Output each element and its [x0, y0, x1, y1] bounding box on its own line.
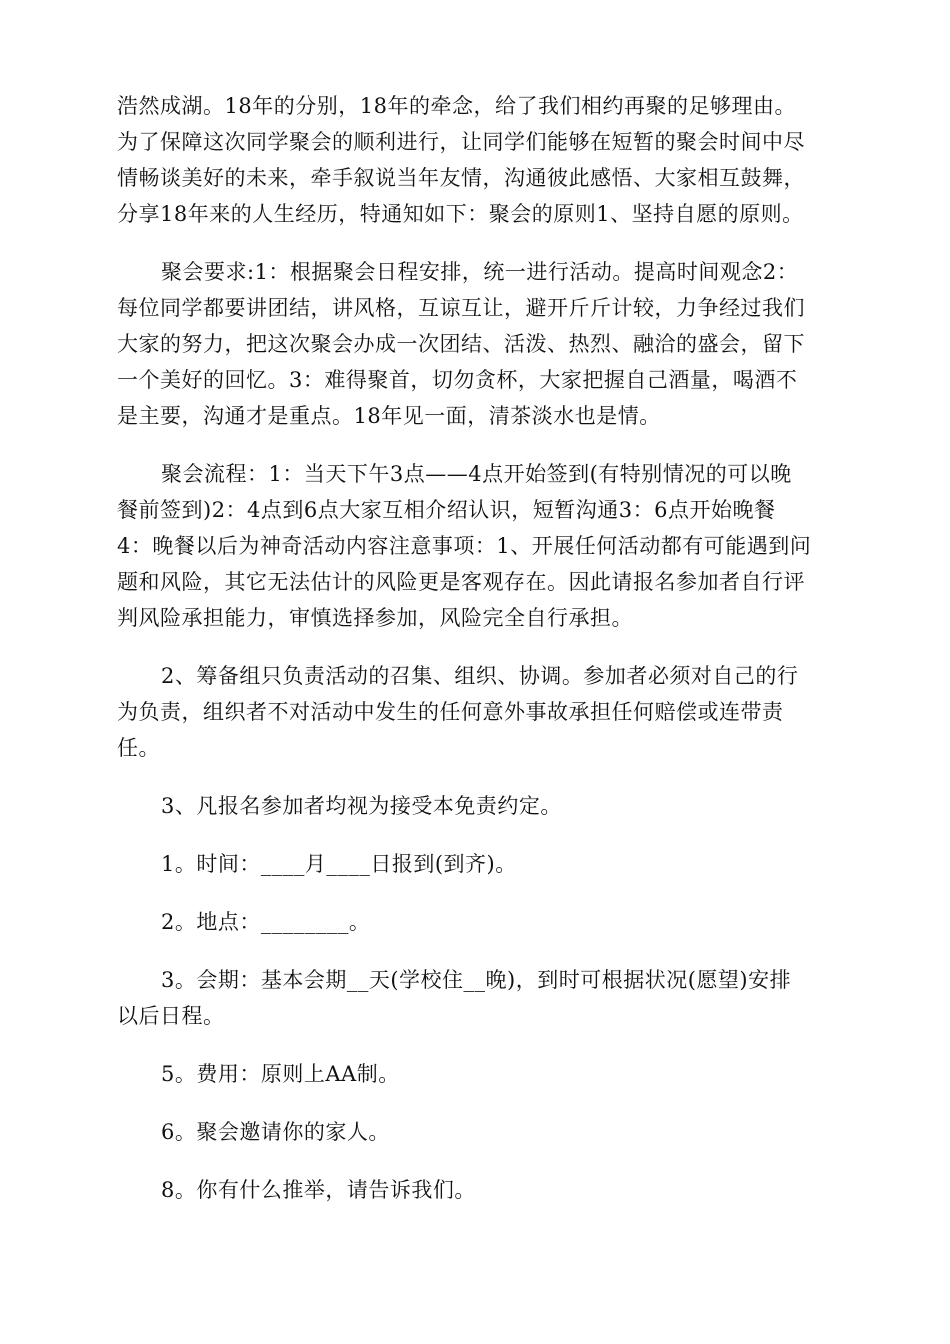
- paragraph-responsibility: [117, 658, 837, 766]
- text-line: 以后日程。: [117, 1004, 225, 1028]
- text-line: 每位同学都要讲团结，讲风格，互谅互让，避开斤斤计较，力争经过我们: [117, 296, 805, 320]
- text-line: 判风险承担能力，审慎选择参加，风险完全自行承担。: [117, 606, 633, 630]
- item-cost: [117, 1056, 837, 1092]
- text-line: 题和风险，其它无法估计的风险更是客观存在。因此请报名参加者自行评: [117, 570, 805, 594]
- item-location: [117, 904, 837, 940]
- text-line: 任。: [117, 736, 160, 760]
- text-line: 分享18年来的人生经历，特通知如下：聚会的原则1、坚持自愿的原则。: [117, 202, 804, 226]
- paragraph-intro: [117, 88, 837, 232]
- text-line: 聚会流程：1：当天下午3点——4点开始签到(有特别情况的可以晚: [161, 462, 792, 486]
- item-time: [117, 846, 837, 882]
- text-line: 大家的努力，把这次聚会办成一次团结、活泼、热烈、融洽的盛会，留下: [117, 332, 805, 356]
- text-line: 是主要，沟通才是重点。18年见一面，清茶淡水也是情。: [117, 404, 661, 428]
- document-body: [117, 88, 837, 1208]
- paragraph-disclaimer: [117, 788, 837, 824]
- text-line: 情畅谈美好的未来，牵手叙说当年友情，沟通彼此感悟、大家相互鼓舞，: [117, 166, 805, 190]
- text-line: 8。你有什么推举，请告诉我们。: [161, 1178, 476, 1202]
- text-line: 一个美好的回忆。3：难得聚首，切勿贪杯，大家把握自己酒量，喝酒不: [117, 368, 798, 392]
- text-line: 为了保障这次同学聚会的顺利进行，让同学们能够在短暂的聚会时间中尽: [117, 130, 805, 154]
- paragraph-requirements: [117, 254, 837, 434]
- text-line: 5。费用：原则上AA制。: [161, 1062, 400, 1086]
- text-line: 1。时间：____月____日报到(到齐)。: [161, 852, 517, 876]
- item-duration: [117, 962, 837, 1034]
- paragraph-schedule: [117, 456, 837, 636]
- text-line: 2。地点：________。: [161, 910, 371, 934]
- text-line: 3。会期：基本会期__天(学校住__晚)，到时可根据状况(愿望)安排: [161, 968, 792, 992]
- text-line: 餐前签到)2：4点到6点大家互相介绍认识，短暂沟通3：6点开始晚餐: [117, 498, 776, 522]
- text-line: 为负责，组织者不对活动中发生的任何意外事故承担任何赔偿或连带责: [117, 700, 784, 724]
- text-line: 6。聚会邀请你的家人。: [161, 1120, 390, 1144]
- text-line: 浩然成湖。18年的分别，18年的牵念，给了我们相约再聚的足够理由。: [117, 94, 796, 118]
- text-line: 3、凡报名参加者均视为接受本免责约定。: [161, 794, 562, 818]
- text-line: 4：晚餐以后为神奇活动内容注意事项：1、开展任何活动都有可能遇到问: [117, 534, 812, 558]
- item-suggestions: [117, 1172, 837, 1208]
- item-family: [117, 1114, 837, 1150]
- text-line: 2、筹备组只负责活动的召集、组织、协调。参加者必须对自己的行: [161, 664, 799, 688]
- text-line: 聚会要求:1：根据聚会日程安排，统一进行活动。提高时间观念2：: [161, 260, 799, 284]
